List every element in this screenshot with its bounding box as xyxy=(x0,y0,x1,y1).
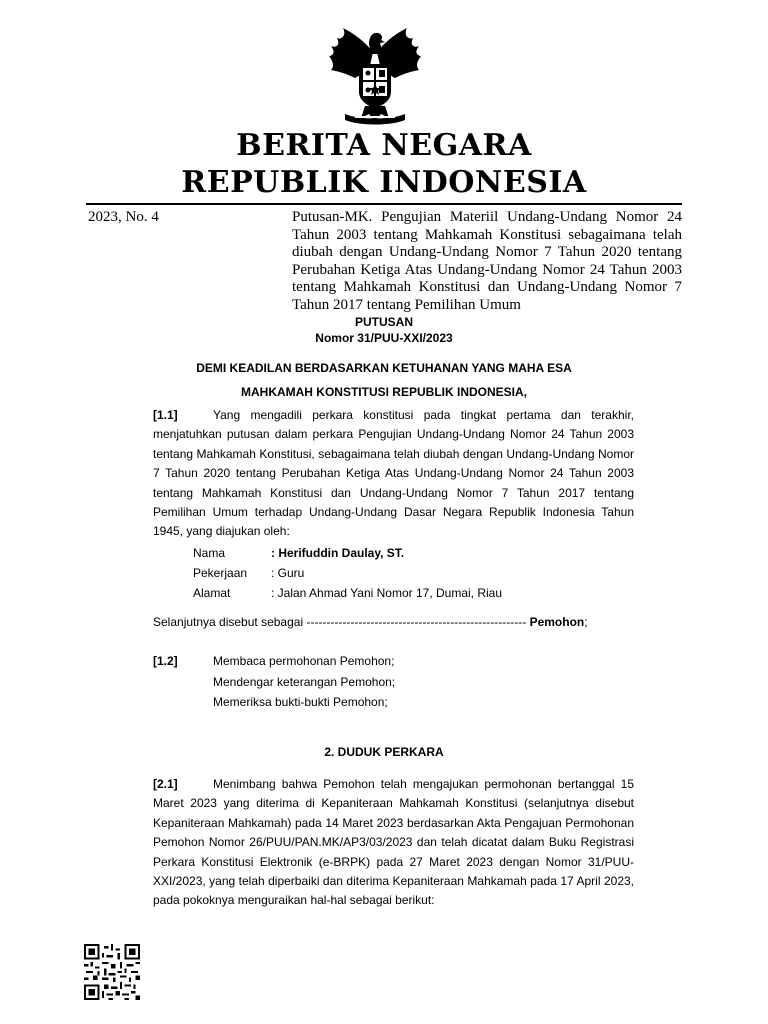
decision-number: Nomor 31/PUU-XXI/2023 xyxy=(315,331,453,345)
issue-number: 2023, No. 4 xyxy=(88,209,159,225)
party-field-name xyxy=(193,546,404,560)
section-2-heading: 2. DUDUK PERKARA xyxy=(324,745,444,759)
field-label: Nama xyxy=(193,546,226,560)
list-item: Mendengar keterangan Pemohon; xyxy=(213,675,396,689)
field-label: Alamat xyxy=(193,586,231,600)
gazette-title: BERITA NEGARA xyxy=(236,128,532,163)
invocation: DEMI KEADILAN BERDASARKAN KETUHANAN YANG MAHA ESA xyxy=(196,361,572,375)
list-item: Memeriksa bukti-bukti Pemohon; xyxy=(213,695,388,709)
field-value: : Jalan Ahmad Yani Nomor 17, Dumai, Riau xyxy=(271,586,503,600)
document-subject: Putusan-MK. Pengujian Materiil Undang-Undang Nomor 24 Tahun 2003 tentang Mahkamah Konstitusi sebagaimana telah diubah dengan Undang-Undang Nomor 7 Tahun 2020 tentang Perubahan Ketiga Atas Undang-Undang Nomor 24 Tahun 2003 tentang Mahkamah Konstitusi dan Undang-Undang Nomor 7 Tahun 2017 tentang Pemilihan Umum xyxy=(292,209,682,313)
gazette-subtitle: REPUBLIK INDONESIA xyxy=(181,165,587,200)
section-number: [2.1] xyxy=(153,777,178,791)
garuda-emblem-icon xyxy=(325,22,425,126)
decision-heading: PUTUSAN xyxy=(354,315,413,329)
header-divider xyxy=(86,203,682,205)
field-label: Pekerjaan xyxy=(193,566,248,580)
section-1-1 xyxy=(153,406,634,542)
list-item: Membaca permohonan Pemohon; xyxy=(213,654,395,668)
section-2-1 xyxy=(153,775,634,911)
designation-prefix: Selanjutnya disebut sebagai ------------------------------------------------------- xyxy=(153,615,530,629)
designation-role: Pemohon xyxy=(529,615,585,629)
section-text: Menimbang bahwa Pemohon telah mengajukan permohonan bertanggal 15 Maret 2023 yang diterima di Kepaniteraan Mahkamah Konstitusi (selanjutnya disebut Kepaniteraan Mahkamah) pada 14 Maret 2023 berdasarkan Akta Pengajuan Permohonan Pemohon Nomor 26/PUU/PAN.MK/AP3/03/2023 dan telah dicatat dalam Buku Registrasi Perkara Konstitusi Elektronik (e-BRPK) pada 27 Maret 2023 dengan Nomor 31/PUU-XXI/2023, yang telah diperbaiki dan diterima Kepaniteraan Mahkamah pada 17 April 2023, pada pokoknya menguraikan hal-hal sebagai berikut: xyxy=(153,777,634,908)
party-designation xyxy=(153,615,588,629)
court-name: MAHKAMAH KONSTITUSI REPUBLIK INDONESIA, xyxy=(240,385,527,399)
section-text: Yang mengadili perkara konstitusi pada tingkat pertama dan terakhir, menjatuhkan putusan dalam perkara Pengujian Undang-Undang Nomor 24 Tahun 2003 tentang Mahkamah Konstitusi, sebagaimana telah diubah dengan Undang-Undang Nomor 7 Tahun 2020 tentang Perubahan Ketiga Atas Undang-Undang Nomor 24 Tahun 2003 tentang Mahkamah Konstitusi dan Undang-Undang Nomor 7 Tahun 2017 tentang Pemilihan Umum terhadap Undang-Undang Dasar Negara Republik Indonesia Tahun 1945, yang diajukan oleh: xyxy=(153,408,634,539)
party-field-address xyxy=(193,586,502,600)
designation-suffix: ; xyxy=(584,615,588,629)
field-value: : Herifuddin Daulay, ST. xyxy=(271,546,405,560)
section-number: [1.1] xyxy=(153,408,178,422)
qr-code-icon xyxy=(84,944,140,1000)
party-field-occupation xyxy=(193,566,304,580)
field-value: : Guru xyxy=(271,566,305,580)
section-1-2-number: [1.2] xyxy=(153,654,178,668)
